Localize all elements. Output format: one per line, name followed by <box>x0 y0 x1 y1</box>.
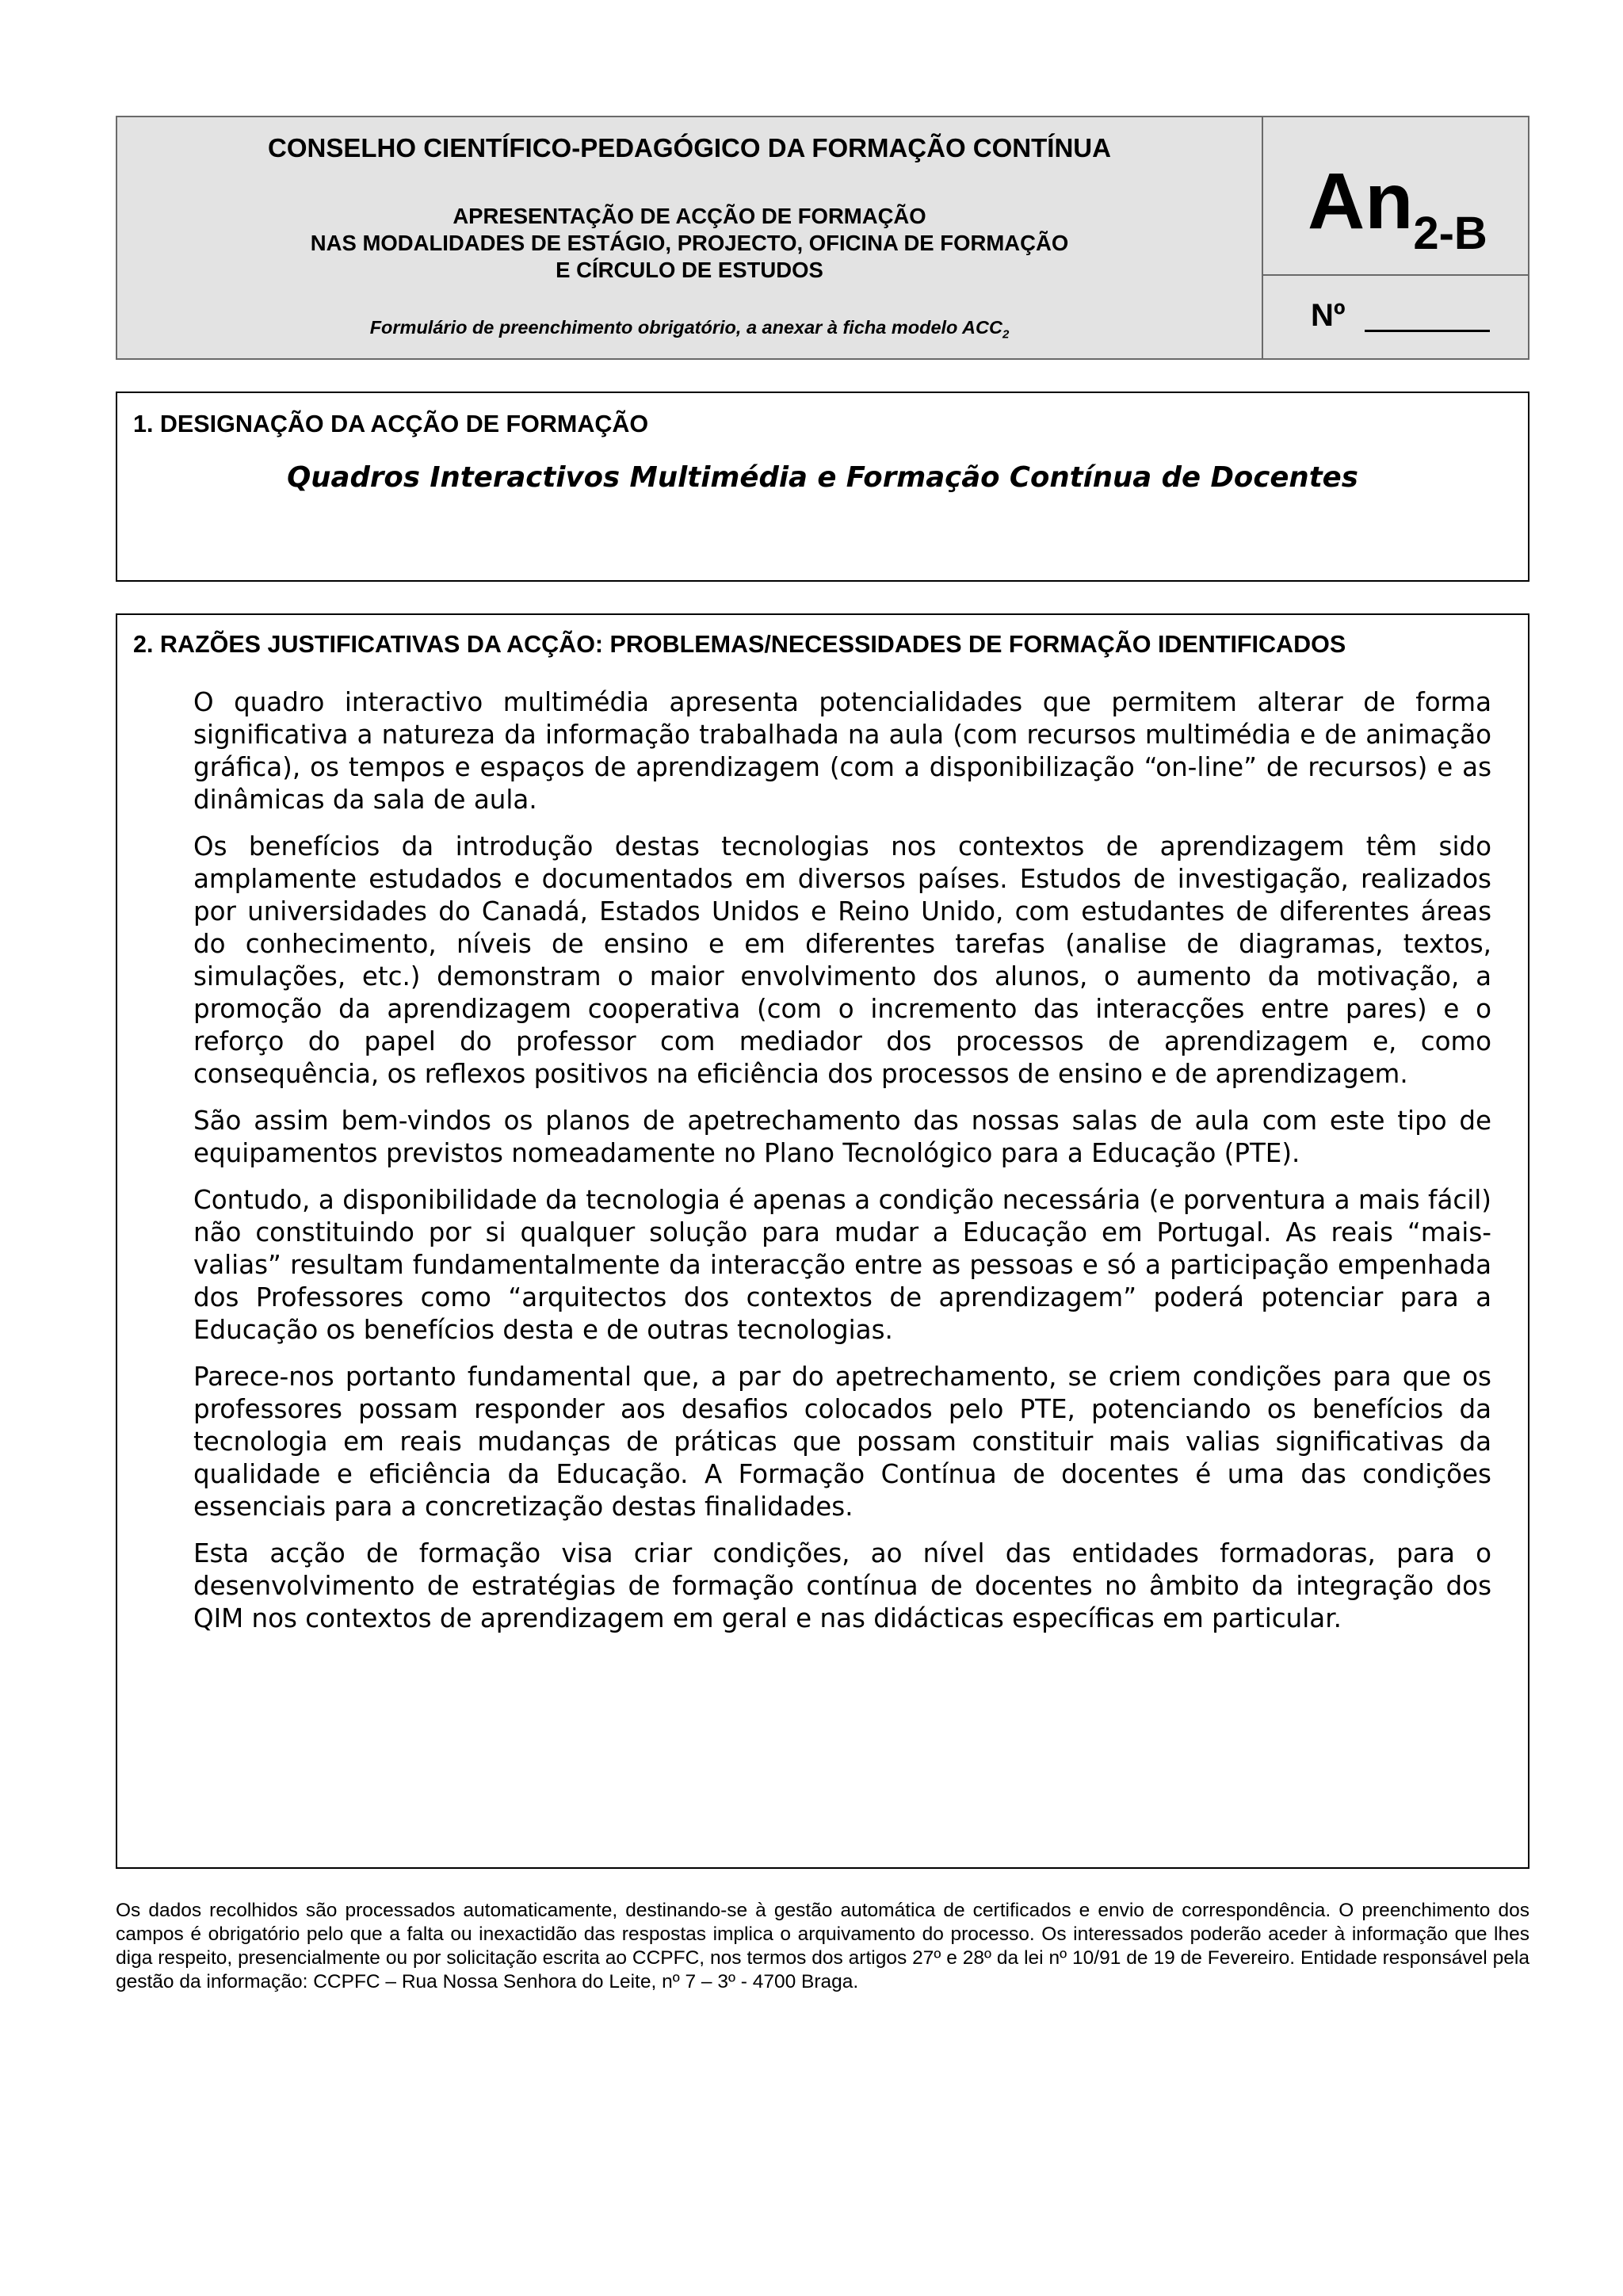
paragraph: Parece-nos portanto fundamental que, a par do apetrechamento, se criem condições para que os professores possam responder aos desafios colocados pelo PTE, potenciando os benefícios da tecnologia em reais mudanças de práticas que possam constituir mais valias significativas da qualidade e eficiência da Educação. A Formação Contínua de docentes é uma das condições essenciais para a concretização destas finalidades. <box>193 1362 1491 1522</box>
paragraph: Os benefícios da introdução destas tecnologias nos contextos de aprendizagem têm sido amplamente estudados e documentados em diversos países. Estudos de investigação, realizados por universidades do Canadá, Estados Unidos e Reino Unido, com estudantes de diferentes áreas do conhecimento, níveis de ensino e em diferentes tarefas (analise de diagramas, textos, simulações, etc.) demonstram o maior envolvimento dos alunos, o aumento da motivação, a promoção da aprendizagem cooperativa (com o incremento das interacções entre pares) e o reforço do papel do professor com mediador dos processos de aprendizagem e, como consequência, os reflexos positivos na eficiência dos processos de ensino e de aprendizagem. <box>193 831 1491 1089</box>
form-subtitle <box>117 203 1262 284</box>
subtitle-line: APRESENTAÇÃO DE ACÇÃO DE FORMAÇÃO <box>453 204 926 228</box>
header-title-block <box>117 117 1263 358</box>
justification-body <box>193 686 1491 1649</box>
paragraph: Contudo, a disponibilidade da tecnologia é apenas a condição necessária (e porventura a mais fácil) não constituindo por si qualquer solução para mudar a Educação em Portugal. As reais “mais-valias” resultam fundamentalmente da interacção entre as pessoas e só a participação empenhada dos Professores como “arquitectos dos contextos de aprendizagem” poderá potenciar para a Educação os benefícios desta e de outras tecnologias. <box>193 1185 1491 1345</box>
subtitle-line: NAS MODALIDADES DE ESTÁGIO, PROJECTO, OFICINA DE FORMAÇÃO <box>310 231 1069 255</box>
subtitle-line: E CÍRCULO DE ESTUDOS <box>556 258 823 282</box>
mandatory-note <box>117 317 1262 342</box>
mandatory-note-text: Formulário de preenchimento obrigatório, a anexar à ficha modelo ACC <box>369 317 1002 338</box>
section-2-heading: 2. RAZÕES JUSTIFICATIVAS DA ACÇÃO: PROBLEMAS/NECESSIDADES DE FORMAÇÃO IDENTIFICADOS <box>133 631 1346 658</box>
privacy-footer: Os dados recolhidos são processados automaticamente, destinando-se à gestão automática de certificados e envio de correspondência. O preenchimento dos campos é obrigatório pelo que a falta ou inexactidão das respostas implica o arquivamento do processo. Os interessados poderão aceder à informação que lhes diga respeito, presencialmente ou por solicitação escrita ao CCPFC, nos termos dos artigos 27º e 28º da lei nº 10/91 de 19 de Fevereiro. Entidade responsável pela gestão da informação: CCPFC – Rua Nossa Senhora do Leite, nº 7 – 3º - 4700 Braga. <box>116 1900 1529 1992</box>
section-1-heading: 1. DESIGNAÇÃO DA ACÇÃO DE FORMAÇÃO <box>133 411 649 437</box>
council-title: CONSELHO CIENTÍFICO-PEDAGÓGICO DA FORMAÇÃO CONTÍNUA <box>268 133 1111 162</box>
form-code <box>1263 117 1528 276</box>
paragraph: São assim bem-vindos os planos de apetrechamento das nossas salas de aula com este tipo de equipamentos previstos nomeadamente no Plano Tecnológico para a Educação (PTE). <box>193 1106 1491 1168</box>
mandatory-note-subscript: 2 <box>1002 327 1010 342</box>
paragraph: Esta acção de formação visa criar condições, ao nível das entidades formadoras, para o desenvolvimento de estratégias de formação contínua de docentes no âmbito da integração dos QIM nos contextos de aprendizagem em geral e nas didácticas específicas em particular. <box>193 1538 1491 1633</box>
form-number-label: Nº <box>1311 298 1346 333</box>
form-number-blank-line[interactable] <box>1365 330 1490 332</box>
form-number-field[interactable] <box>1263 276 1528 358</box>
section-designation <box>116 392 1529 582</box>
form-code-main: An <box>1308 157 1414 246</box>
paragraph: O quadro interactivo multimédia apresenta potencialidades que permitem alterar de forma significativa a natureza da informação trabalhada na aula (com recursos multimédia e de animação gráfica), os tempos e espaços de aprendizagem (com a disponibilização “on-line” de recursos) e as dinâmicas da sala de aula. <box>193 687 1491 815</box>
section-justification <box>116 613 1529 1869</box>
action-title: Quadros Interactivos Multimédia e Formação Contínua de Docentes <box>287 461 1358 494</box>
form-header <box>116 116 1529 360</box>
form-code-label <box>1308 157 1487 259</box>
form-code-subscript: 2-B <box>1413 208 1487 259</box>
